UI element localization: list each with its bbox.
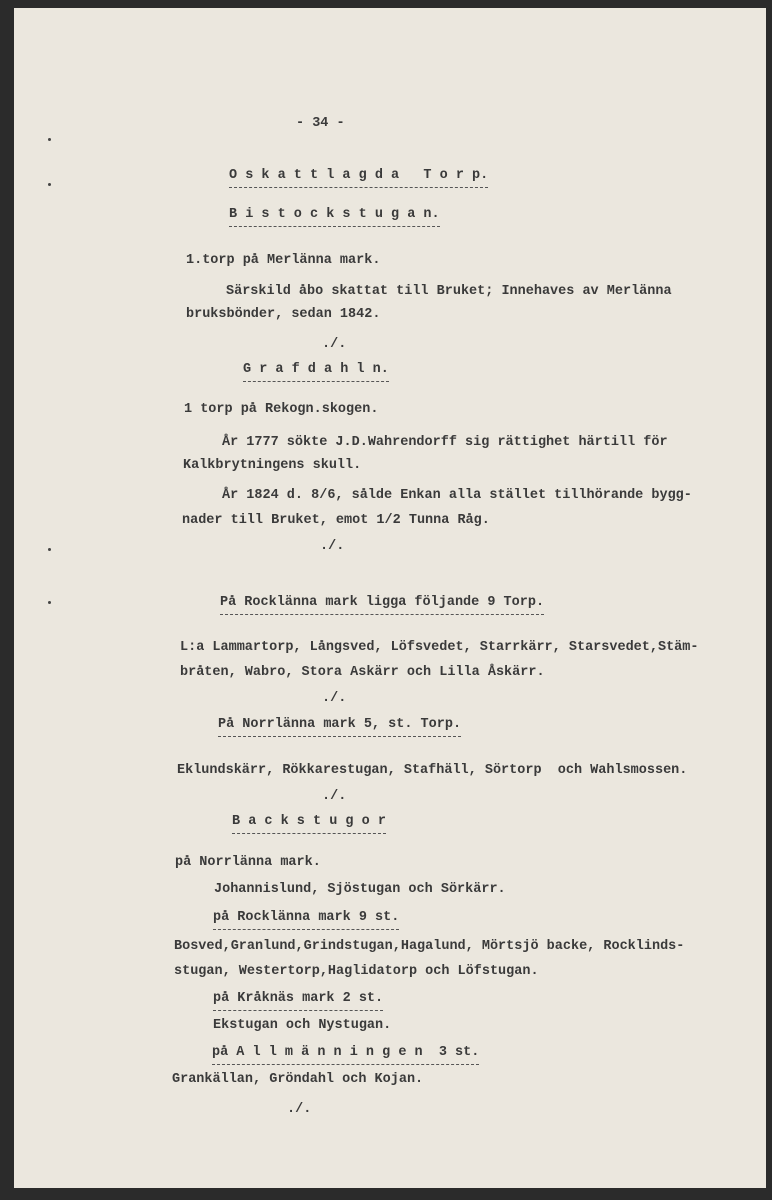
binding-hole-mark <box>48 548 51 551</box>
text-line: Johannislund, Sjöstugan och Sörkärr. <box>214 882 506 897</box>
section-title-backstugor: B a c k s t u g o r <box>232 814 386 834</box>
text-line: bråten, Wabro, Stora Askärr och Lilla Åskärr. <box>180 665 545 680</box>
text-line: nader till Bruket, emot 1/2 Tunna Råg. <box>182 513 490 528</box>
text-line: på Norrlänna mark. <box>175 855 321 870</box>
section-title-rocklanna: På Rocklänna mark ligga följande 9 Torp. <box>220 595 544 615</box>
section-title-grafdahln: G r a f d a h l n. <box>243 362 389 382</box>
page-number: - 34 - <box>296 116 345 131</box>
text-line: bruksbönder, sedan 1842. <box>186 307 381 322</box>
section-end-mark: ./. <box>322 691 347 706</box>
binding-hole-mark <box>48 183 51 186</box>
main-heading: O s k a t t l a g d a T o r p. <box>229 168 488 188</box>
text-line: År 1824 d. 8/6, sålde Enkan alla stället tillhörande bygg- <box>222 488 692 503</box>
text-line: 1 torp på Rekogn.skogen. <box>184 402 379 417</box>
text-line: 1.torp på Merlänna mark. <box>186 253 381 268</box>
text-line: Särskild åbo skattat till Bruket; Innehaves av Merlänna <box>226 284 672 299</box>
binding-hole-mark <box>48 138 51 141</box>
subsection-title-kraknas: på Kråknäs mark 2 st. <box>213 991 383 1011</box>
subsection-title-rocklanna: på Rocklänna mark 9 st. <box>213 910 399 930</box>
text-line: Grankällan, Gröndahl och Kojan. <box>172 1072 424 1087</box>
section-title-bistockstugan: B i s t o c k s t u g a n. <box>229 207 440 227</box>
subsection-title-allmanningen: på A l l m ä n n i n g e n 3 st. <box>212 1045 479 1065</box>
binding-hole-mark <box>48 601 51 604</box>
text-line: stugan, Westertorp,Haglidatorp och Löfstugan. <box>174 964 539 979</box>
section-title-norrlanna: På Norrlänna mark 5, st. Torp. <box>218 717 461 737</box>
text-line: Eklundskärr, Rökkarestugan, Stafhäll, Sörtorp och Wahlsmossen. <box>177 763 688 778</box>
section-end-mark: ./. <box>322 789 347 804</box>
text-line: L:a Lammartorp, Långsved, Löfsvedet, Starrkärr, Starsvedet,Stäm- <box>180 640 699 655</box>
text-line: Ekstugan och Nystugan. <box>213 1018 392 1033</box>
section-end-mark: ./. <box>287 1102 312 1117</box>
section-end-mark: ./. <box>320 539 345 554</box>
text-line: Kalkbrytningens skull. <box>183 458 362 473</box>
section-end-mark: ./. <box>322 337 347 352</box>
text-line: År 1777 sökte J.D.Wahrendorff sig rättighet härtill för <box>222 435 668 450</box>
text-line: Bosved,Granlund,Grindstugan,Hagalund, Mörtsjö backe, Rocklinds- <box>174 939 685 954</box>
